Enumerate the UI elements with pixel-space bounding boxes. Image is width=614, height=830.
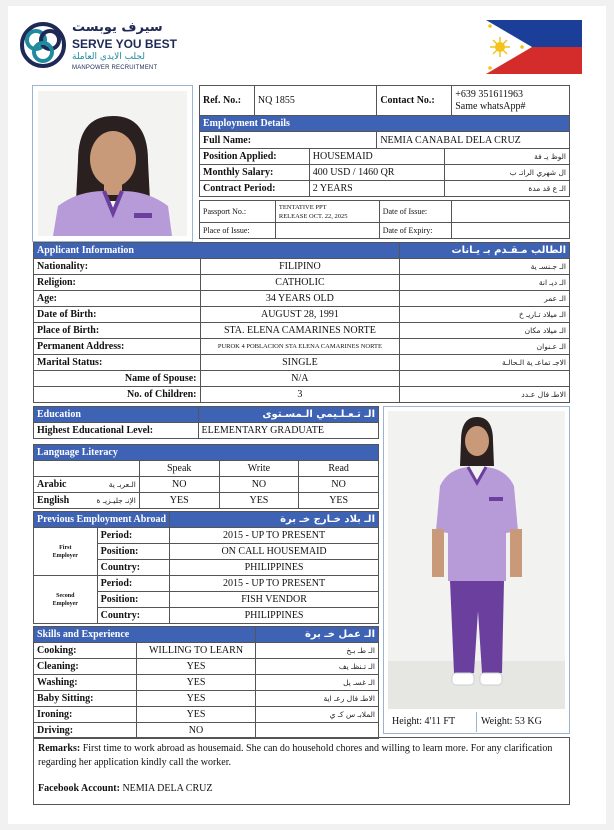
skill-label: Baby Sitting: <box>34 691 137 707</box>
children-arabic: الاطـ فال عـدد <box>400 387 570 403</box>
language-row-arabic: الـعربـ ية <box>83 477 139 493</box>
children-value: 3 <box>200 387 400 403</box>
employer-label-line2: Employer <box>52 600 78 607</box>
applicant-row-label: Date of Birth: <box>34 307 201 323</box>
employment-header: Employment Details <box>200 116 570 132</box>
skill-label: Driving: <box>34 723 137 739</box>
skills-table <box>33 626 379 739</box>
page <box>8 6 606 824</box>
applicant-row-arabic: الـ ميلاد تـاريـ خ <box>400 307 570 323</box>
applicant-row <box>34 339 570 355</box>
company-logo <box>20 20 180 80</box>
write-col-header: Write <box>219 461 299 477</box>
passport-table <box>199 200 570 239</box>
full-body-image <box>388 411 565 709</box>
ref-label: Ref. No.: <box>200 86 255 116</box>
employer-label-line1: Second <box>56 592 75 599</box>
spouse-arabic <box>400 371 570 387</box>
passport-value <box>275 201 379 223</box>
language-speak-value: NO <box>139 477 219 493</box>
period-label: Period: <box>97 576 170 592</box>
skill-row <box>34 643 379 659</box>
contact-value <box>452 86 570 116</box>
facebook-value: NEMIA DELA CRUZ <box>122 783 213 794</box>
contact-number: +639 351611963 <box>455 88 524 100</box>
contact-note: Same whatsApp# <box>455 100 526 112</box>
education-level-value: ELEMENTARY GRADUATE <box>198 423 378 439</box>
applicant-row-arabic: الـ ديـ انة <box>400 275 570 291</box>
language-row-arabic: الإنـ جليـزيـ ة <box>83 493 139 509</box>
philippine-flag-icon <box>486 20 582 74</box>
logo-knot-icon <box>20 22 66 68</box>
skill-row <box>34 659 379 675</box>
applicant-row-arabic: الـ عمر <box>400 291 570 307</box>
passport-value-line2: RELEASE OCT. 22, 2025 <box>278 212 348 220</box>
second-employer-label <box>34 576 98 624</box>
skill-value: WILLING TO LEARN <box>136 643 256 659</box>
speak-col-header: Speak <box>139 461 219 477</box>
first-employer-label <box>34 528 98 576</box>
applicant-row-value: CATHOLIC <box>200 275 400 291</box>
language-row-label: English <box>34 493 84 509</box>
logo-subtitle: MANPOWER RECRUITMENT <box>72 65 158 71</box>
language-speak-value: YES <box>139 493 219 509</box>
previous-header-arabic: الـ بلاد خـارج خـ برة <box>170 512 379 528</box>
education-table <box>33 406 379 439</box>
previous-employment-table <box>33 511 379 624</box>
applicant-row-label: Religion: <box>34 275 201 291</box>
salary-label: Monthly Salary: <box>200 165 310 181</box>
skill-arabic: الـ طـ بـخ <box>256 643 379 659</box>
applicant-row-value: STA. ELENA CAMARINES NORTE <box>200 323 400 339</box>
employer-position-label: Position: <box>97 592 170 608</box>
logo-arabic-name: سيرف يوبست <box>72 20 163 35</box>
date-issue-value <box>451 201 569 223</box>
contact-label: Contact No.: <box>377 86 452 116</box>
language-row <box>34 493 379 509</box>
applicant-row <box>34 307 570 323</box>
skill-row <box>34 691 379 707</box>
weight-value: 53 KG <box>514 716 542 727</box>
skill-value: NO <box>136 723 256 739</box>
skill-value: YES <box>136 691 256 707</box>
position-value: HOUSEMAID <box>309 149 445 165</box>
spouse-label: Name of Spouse: <box>34 371 201 387</box>
skill-arabic: الاطـ فال رعـ اية <box>256 691 379 707</box>
country-label: Country: <box>97 560 170 576</box>
education-header: Education <box>34 407 199 423</box>
facebook-label: Facebook Account: <box>38 783 120 794</box>
applicant-portrait-photo <box>32 85 193 242</box>
date-issue-label: Date of Issue: <box>379 201 451 223</box>
applicant-row-label: Marital Status: <box>34 355 201 371</box>
language-corner <box>34 461 140 477</box>
applicant-row-arabic: الاجـ تماعـ ية الـحالـة <box>400 355 570 371</box>
remarks-label: Remarks: <box>38 743 81 754</box>
applicant-row <box>34 355 570 371</box>
applicant-row-label: Nationality: <box>34 259 201 275</box>
applicant-header: Applicant Information <box>34 243 400 259</box>
position-label: Position Applied: <box>200 149 310 165</box>
period-value: 2015 - UP TO PRESENT <box>170 528 379 544</box>
passport-label: Passport No.: <box>200 201 276 223</box>
applicant-row-value: SINGLE <box>200 355 400 371</box>
applicant-row-arabic: الـ ميلاد مكان <box>400 323 570 339</box>
employer-position-value: FISH VENDOR <box>170 592 379 608</box>
applicant-row <box>34 259 570 275</box>
applicant-row <box>34 323 570 339</box>
country-label: Country: <box>97 608 170 624</box>
period-value: 2015 - UP TO PRESENT <box>170 576 379 592</box>
language-read-value: YES <box>299 493 379 509</box>
employment-terms-table <box>199 148 570 197</box>
logo-name: SERVE YOU BEST <box>72 37 177 51</box>
remarks-text: First time to work abroad as housemaid. She can do household chores and willing to learn more. For any clarification regarding her application kindly call the worker. <box>38 743 553 768</box>
skill-row <box>34 707 379 723</box>
read-col-header: Read <box>299 461 379 477</box>
passport-value-line1: TENTATIVE PPT <box>278 203 327 211</box>
applicant-row-label: Age: <box>34 291 201 307</box>
applicant-row-label: Place of Birth: <box>34 323 201 339</box>
education-header-arabic: الـ تـعـلـيمي الـمسـتوى <box>198 407 378 423</box>
position-arabic: الوظ يـ فة <box>445 149 570 165</box>
salary-arabic: ال شهري الراتـ ب <box>445 165 570 181</box>
height-value: 4'11 FT <box>424 716 456 727</box>
contract-label: Contract Period: <box>200 181 310 197</box>
employer-label-line2: Employer <box>52 552 78 559</box>
full-name-value: NEMIA CANABAL DELA CRUZ <box>377 132 570 149</box>
skills-header: Skills and Experience <box>34 627 256 643</box>
height-cell <box>388 712 477 732</box>
language-header: Language Literacy <box>34 445 379 461</box>
place-issue-value <box>275 223 379 239</box>
date-expiry-value <box>451 223 569 239</box>
employer-position-label: Position: <box>97 544 170 560</box>
portrait-image <box>38 91 187 236</box>
employer-position-value: ON CALL HOUSEMAID <box>170 544 379 560</box>
employment-details-table <box>199 85 570 149</box>
country-value: PHILIPPINES <box>170 560 379 576</box>
skill-arabic: الـ تـنظـ يف <box>256 659 379 675</box>
skill-label: Cooking: <box>34 643 137 659</box>
applicant-row-value: FILIPINO <box>200 259 400 275</box>
height-weight-bar <box>388 712 565 732</box>
skill-value: YES <box>136 675 256 691</box>
weight-cell <box>477 712 565 732</box>
skill-arabic: الملابـ س كـ ي <box>256 707 379 723</box>
language-row-label: Arabic <box>34 477 84 493</box>
height-label: Height: <box>392 716 422 727</box>
applicant-row <box>34 275 570 291</box>
language-row <box>34 477 379 493</box>
period-label: Period: <box>97 528 170 544</box>
contract-arabic: الـ ع قد مدة <box>445 181 570 197</box>
children-label: No. of Children: <box>34 387 201 403</box>
applicant-header-arabic: الطالب مـقـدم بـ يـانات <box>400 243 570 259</box>
spouse-value: N/A <box>200 371 400 387</box>
country-value: PHILIPPINES <box>170 608 379 624</box>
full-name-label: Full Name: <box>203 134 252 146</box>
language-write-value: NO <box>219 477 299 493</box>
skill-label: Ironing: <box>34 707 137 723</box>
applicant-full-body-photo <box>383 406 570 734</box>
skill-label: Cleaning: <box>34 659 137 675</box>
weight-label: Weight: <box>481 716 513 727</box>
skill-arabic: الـ غسـ يل <box>256 675 379 691</box>
language-write-value: YES <box>219 493 299 509</box>
facebook-line <box>38 782 565 796</box>
skill-value: YES <box>136 707 256 723</box>
applicant-row-arabic: الـ عـنوان <box>400 339 570 355</box>
ref-value: NQ 1855 <box>254 86 376 116</box>
education-level-label: Highest Educational Level: <box>34 423 199 439</box>
remarks-box <box>33 737 570 805</box>
applicant-info-table <box>33 242 570 403</box>
skill-label: Washing: <box>34 675 137 691</box>
skills-header-arabic: الـ عمل خـ برة <box>256 627 379 643</box>
date-expiry-label: Date of Expiry: <box>379 223 451 239</box>
skill-row <box>34 675 379 691</box>
applicant-row-value: AUGUST 28, 1991 <box>200 307 400 323</box>
employer-label-line1: First <box>59 544 72 551</box>
applicant-row-arabic: الـ جـنسـ ية <box>400 259 570 275</box>
skill-value: YES <box>136 659 256 675</box>
applicant-row-label: Permanent Address: <box>34 339 201 355</box>
applicant-row-value: 34 YEARS OLD <box>200 291 400 307</box>
remarks-paragraph <box>38 742 565 770</box>
logo-arabic-tagline: لجلب الايدي العاملة <box>72 52 145 62</box>
applicant-row <box>34 291 570 307</box>
salary-value: 400 USD / 1460 QR <box>309 165 445 181</box>
language-read-value: NO <box>299 477 379 493</box>
previous-header: Previous Employment Abroad <box>34 512 170 528</box>
applicant-row-value: PUROK 4 POBLACION STA ELENA CAMARINES NORTE <box>200 339 400 355</box>
place-issue-label: Place of Issue: <box>200 223 276 239</box>
contract-value: 2 YEARS <box>309 181 445 197</box>
language-table <box>33 444 379 509</box>
